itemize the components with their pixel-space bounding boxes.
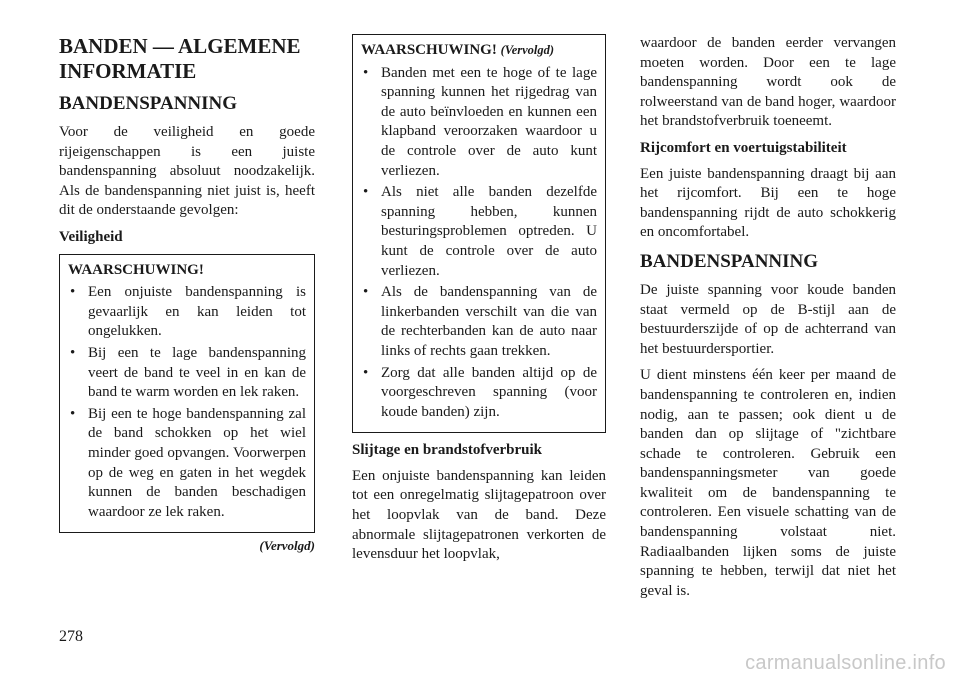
column-left — [59, 34, 315, 556]
warning-list — [68, 283, 306, 522]
warning-title-text: WAARSCHUWING! — [361, 42, 497, 58]
warning-title: WAARSCHUWING! — [68, 261, 204, 278]
column-middle — [352, 34, 606, 572]
cold-pressure-paragraph: De juiste spanning voor koude banden staat vermeld op de B-stijl aan de bestuurderszijde of op de achterrand van het bestuurdersportier. — [640, 281, 896, 357]
warning-box-continued — [352, 34, 606, 433]
warning-item: • Banden met een te hoge of te lage spanning kunnen het rijgedrag van de auto beïnvloeden en kunnen een klapband veroorzaken waardoor u de controle over de auto kunt verliezen. — [361, 64, 597, 182]
warning-continued-label: (Vervolgd) — [500, 43, 555, 57]
warning-item: • Bij een te lage bandenspanning veert de band te veel in en kan de band te warm worden en lek raken. — [68, 344, 306, 403]
comfort-paragraph: Een juiste bandenspanning draagt bij aan het rijcomfort. Bij een te hoge bandenspanning rijdt de auto schokkerig en oncomfortabel. — [640, 165, 896, 241]
warning-title — [361, 41, 597, 61]
warning-list — [361, 64, 597, 423]
monthly-check-paragraph: U dient minstens één keer per maand de bandenspanning te controleren en, indien nodig, aan te passen; ook dient u de banden dan op slijtage of "zichtbare schade te controleren. Gebruik een bandenspanningsmeter van goede kwaliteit om de bandenspanning te controleren. Een visuele schatting van de bandenspanning volstaat niet. Radiaalbanden lijken soms de juiste spanning te hebben, terwijl dat niet het geval is. — [640, 367, 896, 599]
warning-item: • Bij een te hoge bandenspanning zal de band schokken op het wiel minder goed opvangen. Voorwerpen op de weg en gaten in het wegdek kunnen de banden beschadigen waardoor ze lek raken. — [68, 405, 306, 523]
subheading-rijcomfort: Rijcomfort en voertuigstabiliteit — [640, 139, 847, 156]
warning-box — [59, 254, 315, 534]
section-heading-bandenspanning-2: BANDENSPANNING — [640, 250, 819, 272]
section-heading-bandenspanning: BANDENSPANNING — [59, 93, 238, 114]
warning-item: • Als niet alle banden dezelfde spanning hebben, kunnen besturingsproblemen optreden. U kunt de controle over de auto verliezen. — [361, 183, 597, 281]
page-number: 278 — [59, 628, 83, 645]
warning-item: • Een onjuiste bandenspanning is gevaarlijk en kan leiden tot ongelukken. — [68, 283, 306, 342]
column-right — [640, 34, 896, 608]
wear-paragraph-continued: waardoor de banden eerder vervangen moeten worden. Door een te lage bandenspanning wordt ook de rolweerstand van de band hoger, waardoor het brandstofverbruik toeneemt. — [640, 35, 896, 130]
subheading-slijtage: Slijtage en brandstofverbruik — [352, 442, 543, 459]
intro-paragraph: Voor de veiligheid en goede rijeigenschappen is een juiste bandenspanning absoluut noodzakelijk. Als de bandenspanning niet juist is, heeft dit de onderstaande gevolgen: — [59, 124, 315, 219]
page-title: BANDEN — ALGEMENE INFORMATIE — [59, 34, 301, 83]
warning-item: • Als de bandenspanning van de linkerbanden verschilt van die van de rechterbanden kan de auto naar links of rechts gaan trekken. — [361, 283, 597, 361]
watermark: carmanualsonline.info — [745, 652, 946, 674]
wear-paragraph: Een onjuiste bandenspanning kan leiden tot een onregelmatig slijtagepatroon over het loopvlak van de band. Deze abnormale slijtagepatronen verkorten de levensduur het loopvlak, — [352, 467, 606, 563]
continued-label: (Vervolgd) — [259, 538, 315, 554]
warning-item: • Zorg dat alle banden altijd op de voorgeschreven spanning (voor koude banden) zijn. — [361, 364, 597, 423]
subheading-veiligheid: Veiligheid — [59, 228, 123, 245]
